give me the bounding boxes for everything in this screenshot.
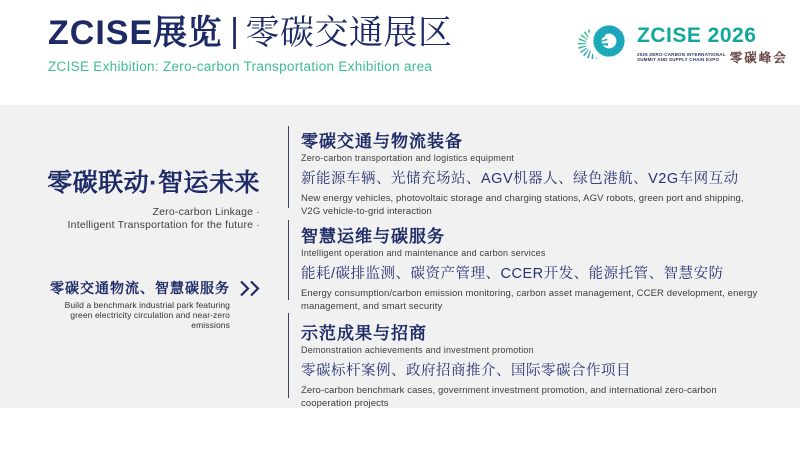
zcise-2026-logo — [578, 20, 788, 66]
section-body-en: Energy consumption/carbon emission monitoring, carbon asset management, CCER development, energy management, and smart security — [301, 288, 758, 312]
left-headline-en: Zero-carbon Linkage · Intelligent Transportation for the future · — [67, 206, 260, 231]
section-demonstration — [288, 313, 772, 409]
page-subtitle: ZCISE Exhibition: Zero-carbon Transportation Exhibition area — [48, 59, 433, 74]
title-separator: | — [230, 12, 240, 50]
page-title — [48, 13, 452, 53]
section-body-zh: 能耗/碳排监测、碳资产管理、CCER开发、能源托管、智慧安防 — [301, 266, 724, 282]
left-headline — [38, 163, 260, 232]
section-body-en: New energy vehicles, photovoltaic storage and charging stations, AGV robots, green port and shipping, V2G vehicle-to-grid interaction — [301, 193, 744, 217]
section-title-en: Zero-carbon transportation and logistics equipment — [301, 153, 515, 163]
section-body-zh: 新能源车辆、光储充场站、AGV机器人、绿色港航、V2G车网互动 — [301, 171, 739, 187]
section-title-zh: 零碳交通与物流装备 — [301, 132, 463, 151]
section-body-zh: 零碳标杆案例、政府招商推介、国际零碳合作项目 — [301, 363, 631, 379]
left-tagline — [40, 278, 264, 330]
section-title-en: Intelligent operation and maintenance and carbon services — [301, 248, 546, 258]
left-tagline-zh: 零碳交通物流、智慧碳服务 — [50, 280, 230, 296]
section-title-zh: 示范成果与招商 — [301, 324, 427, 343]
page-title-zone: 零碳交通展区 — [245, 14, 453, 52]
double-chevron-right-icon — [238, 280, 264, 297]
logo-wordmark: ZCISE 2026 — [637, 24, 757, 47]
logo-tagline-en: 2026 ZERO-CARBON INTERNATIONAL SUMMIT AND SUPPLY CHAIN EXPO — [637, 51, 726, 62]
left-tagline-en: Build a benchmark industrial park featuring green electricity circulation and near-zero emissions — [64, 300, 230, 330]
zcise-logo-icon — [578, 20, 630, 66]
logo-tagline-cn: 零碳峰会 — [729, 51, 788, 65]
section-title-en: Demonstration achievements and investment promotion — [301, 345, 534, 355]
section-transport-equipment — [288, 126, 772, 217]
section-title-zh: 智慧运维与碳服务 — [301, 227, 445, 246]
page-title-brand: ZCISE — [48, 14, 154, 52]
section-body-en: Zero-carbon benchmark cases, government investment promotion, and international zero-carbon cooperation projects — [301, 385, 717, 409]
section-smart-operation — [288, 220, 772, 312]
left-headline-zh: 零碳联动·智运未来 — [47, 169, 260, 197]
page-title-suffix: 展览 — [153, 14, 223, 52]
